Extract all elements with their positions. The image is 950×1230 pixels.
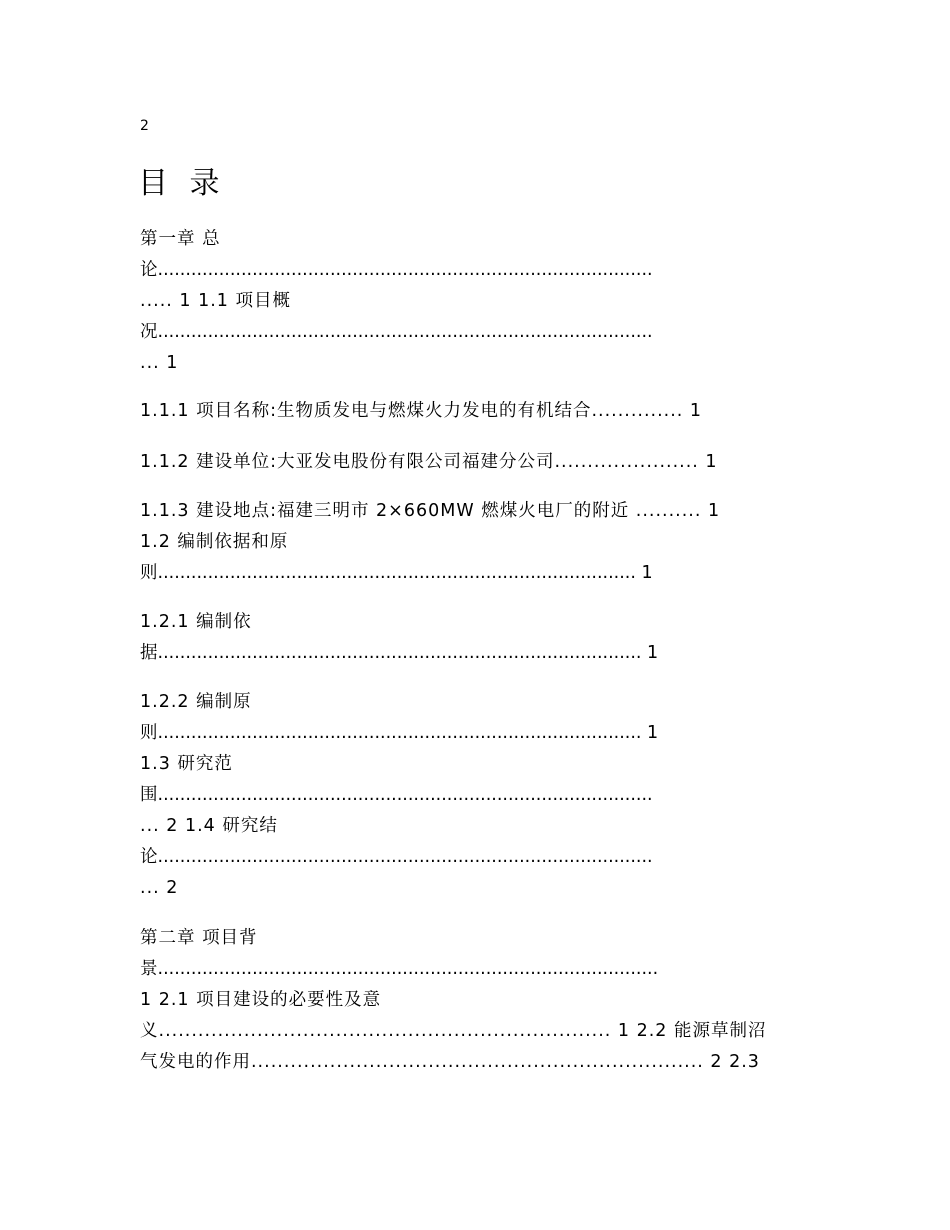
toc-line: 景..........................................................................................: [140, 959, 659, 979]
toc-line: ... 2: [140, 878, 179, 898]
toc-line: 1.3 研究范: [140, 754, 233, 774]
toc-line: 论.........................................................................................: [140, 260, 653, 280]
toc-line: 气发电的作用..................................................................... 2 2.3: [140, 1052, 760, 1072]
toc-line: 义..................................................................... 1 2.2 能源草制沼: [140, 1021, 767, 1041]
toc-line: 第一章 总: [140, 229, 221, 249]
toc-line: 第二章 项目背: [140, 928, 258, 948]
toc-line: ... 1: [140, 353, 179, 373]
toc-line: 1.2.2 编制原: [140, 692, 252, 712]
toc-line: 况.........................................................................................: [140, 322, 653, 342]
toc-line: ... 2 1.4 研究结: [140, 816, 278, 836]
toc-line: 则....................................................................................... 1: [140, 723, 659, 743]
page-number: 2: [140, 118, 149, 134]
toc-line: 1.1.1 项目名称:生物质发电与燃煤火力发电的有机结合.............. 1: [140, 401, 703, 421]
toc-line: 据....................................................................................... 1: [140, 643, 659, 663]
toc-line: 1.2 编制依据和原: [140, 532, 289, 552]
toc-line: 1 2.1 项目建设的必要性及意: [140, 990, 382, 1010]
toc-line: 1.1.2 建设单位:大亚发电股份有限公司福建分公司...................... 1: [140, 452, 718, 472]
toc-line: 围.........................................................................................: [140, 785, 653, 805]
toc-title: 目 录: [138, 166, 226, 201]
toc-line: ..... 1 1.1 项目概: [140, 291, 291, 311]
toc-line: 则...................................................................................... 1: [140, 563, 653, 583]
toc-line: 论.........................................................................................: [140, 847, 653, 867]
toc-line: 1.2.1 编制依: [140, 612, 252, 632]
toc-line: 1.1.3 建设地点:福建三明市 2×660MW 燃煤火电厂的附近 .......... 1: [140, 501, 721, 521]
